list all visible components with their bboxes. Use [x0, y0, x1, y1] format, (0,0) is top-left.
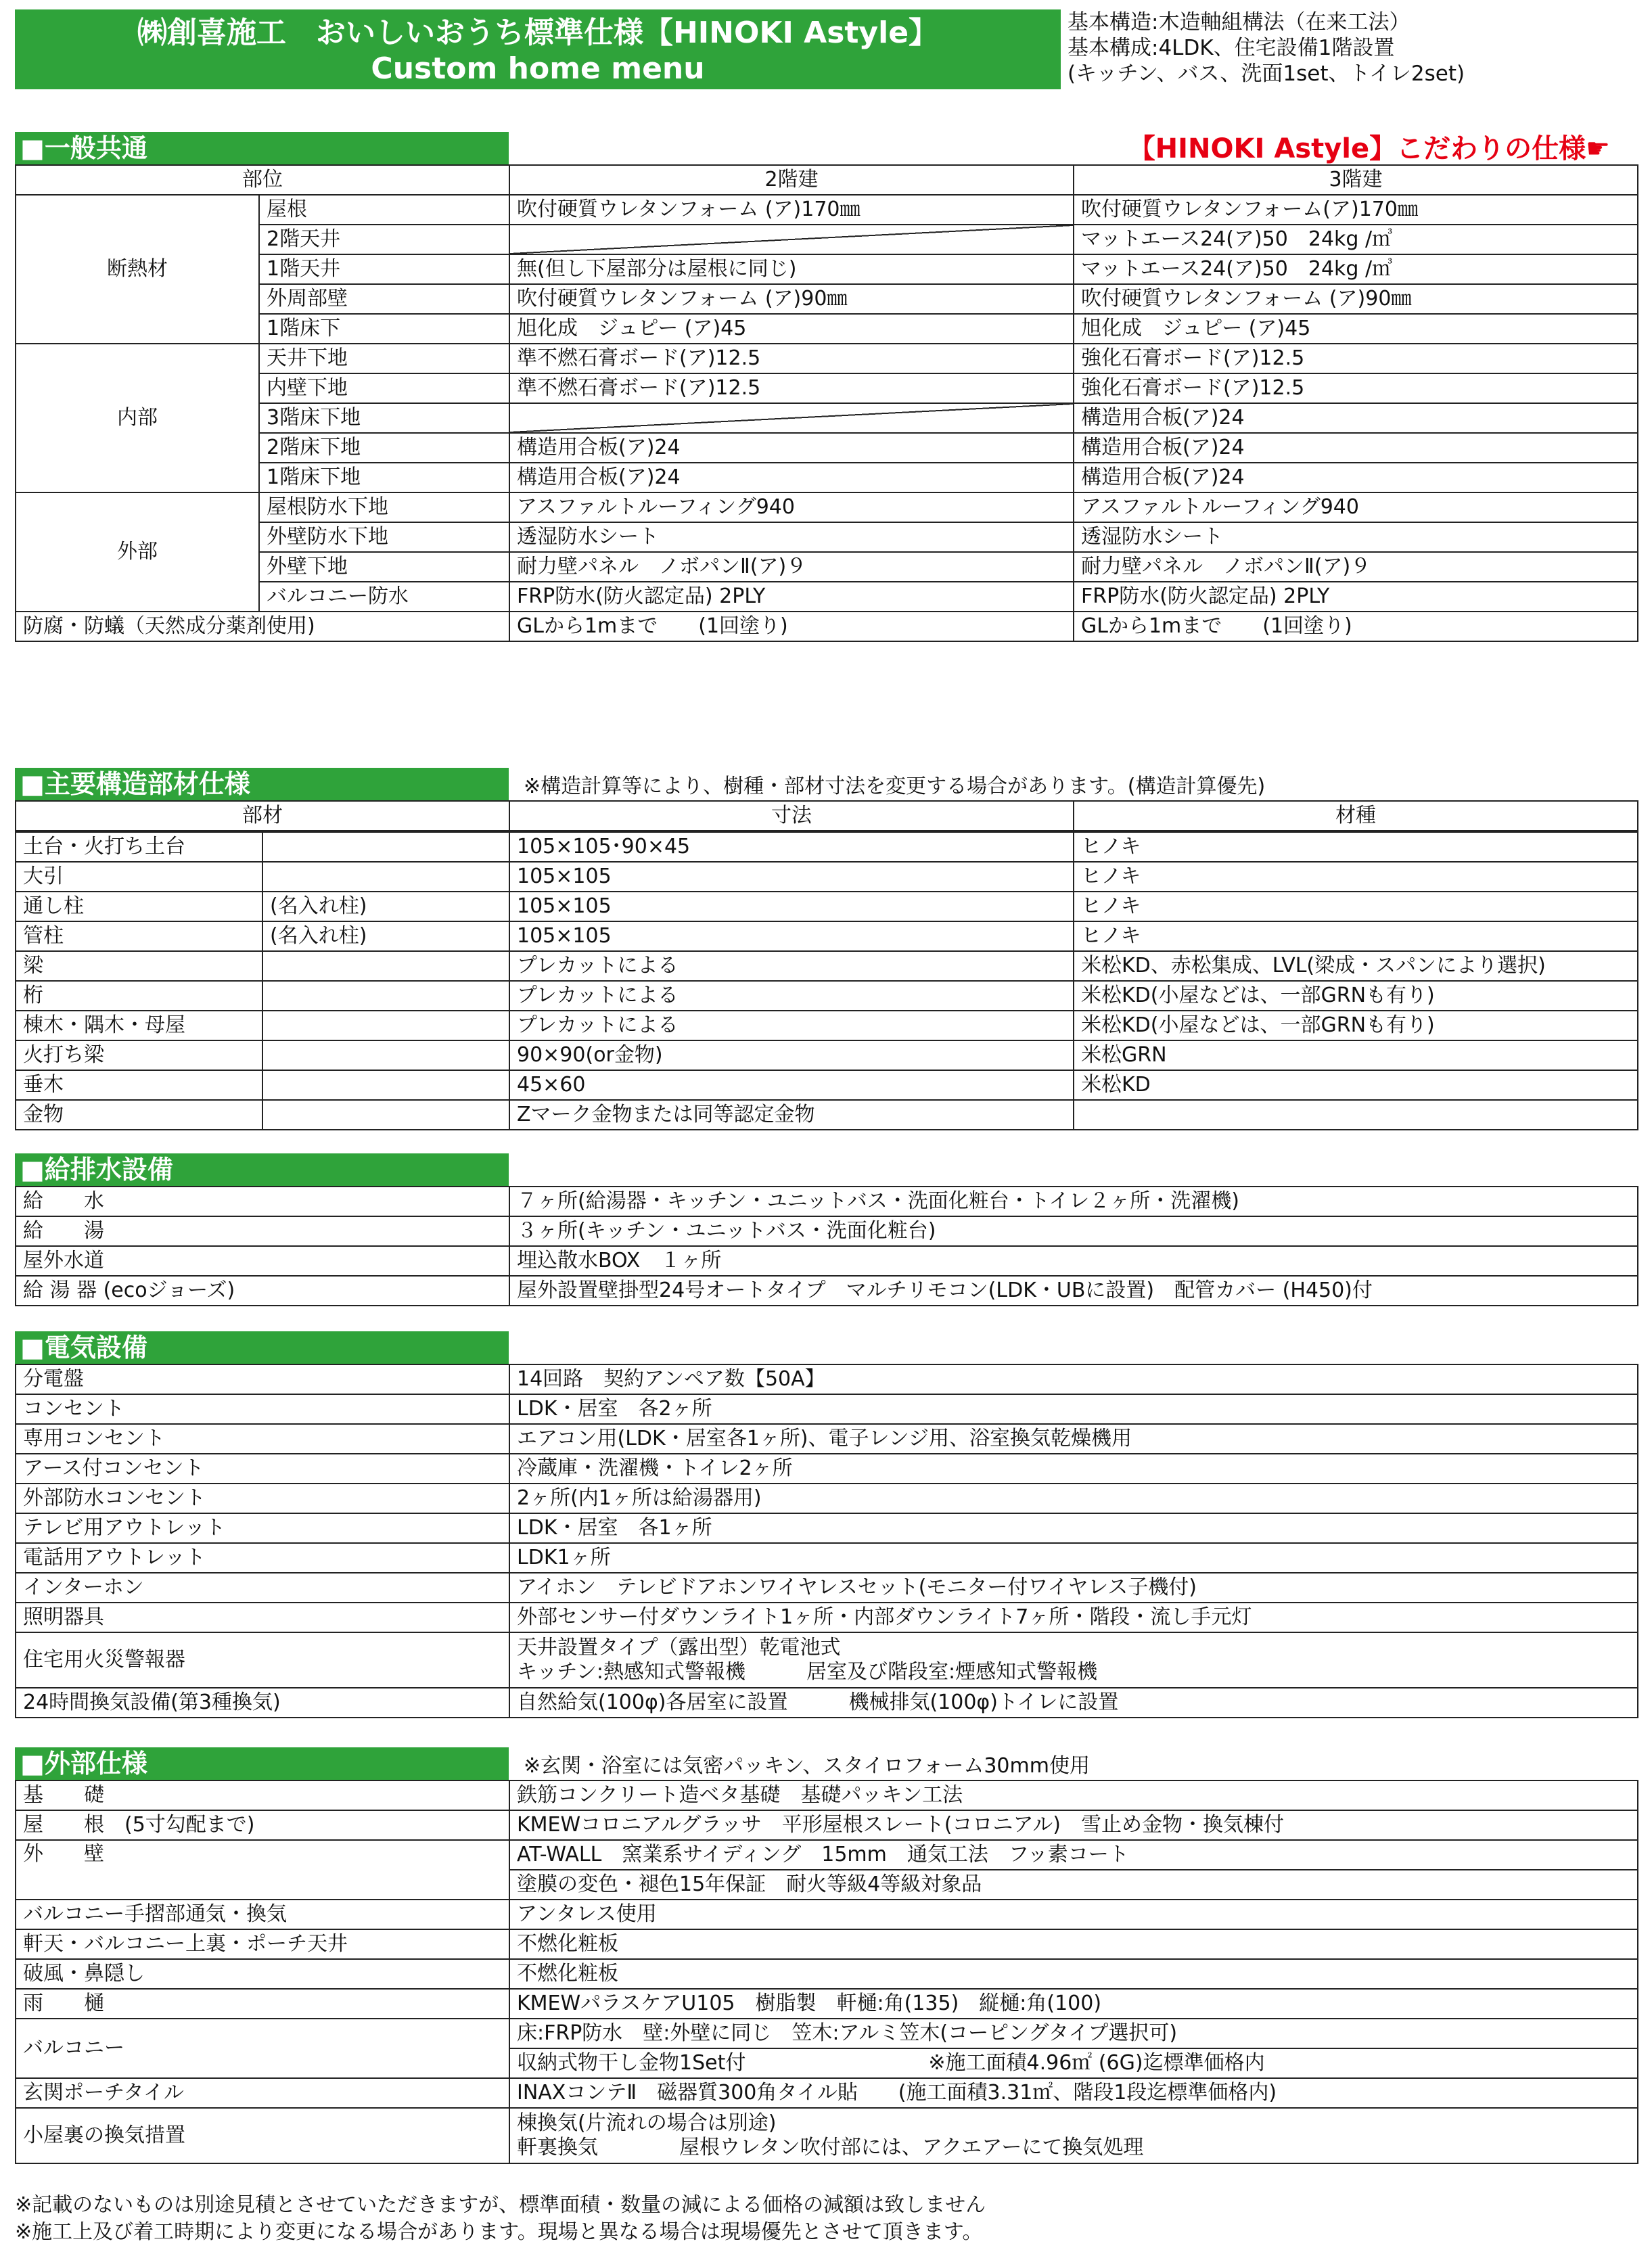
table-row [16, 1603, 1638, 1632]
general-table [15, 164, 1638, 642]
table-row [16, 1810, 1638, 1840]
table-row [16, 1929, 1638, 1959]
value-cell: FRP防水(防火認定品) 2PLY [509, 582, 1074, 612]
member-sub [262, 1011, 509, 1040]
value-cell: 透湿防水シート [1074, 522, 1638, 552]
section-note: ※構造計算等により、樹種・部材寸法を変更する場合があります。(構造計算優先) [524, 775, 1266, 798]
table-row [16, 612, 1638, 641]
table-row [16, 1632, 1638, 1688]
plumbing-table [15, 1186, 1638, 1306]
table-header-row [16, 801, 1638, 831]
label-cell: 給 水 [16, 1187, 509, 1216]
member-sub [262, 1100, 509, 1130]
part-cell: バルコニー防水 [259, 582, 509, 612]
value-cell: 構造用合板(ア)24 [1074, 433, 1638, 463]
structure-table [15, 800, 1638, 831]
section-general [15, 132, 1637, 642]
table-row [16, 832, 1638, 862]
value-cell: KMEWパラスケアU105 樹脂製 軒樋:角(135) 縦樋:角(100) [509, 1989, 1638, 2019]
value-cell: 不燃化粧板 [509, 1959, 1638, 1989]
table-row [16, 403, 1638, 433]
structure-rows [15, 831, 1638, 1130]
table-row [16, 1840, 1638, 1870]
part-cell: 屋根 [259, 195, 509, 225]
value-cell: GLから1mまで (1回塗り) [1074, 612, 1638, 641]
basic-info-line: (キッチン、バス、洗面1set、トイレ2set) [1068, 62, 1465, 86]
label-cell: 屋外水道 [16, 1246, 509, 1276]
table-row [16, 1989, 1638, 2019]
label-cell: 専用コンセント [16, 1424, 509, 1454]
value-cell: GLから1mまで (1回塗り) [509, 612, 1074, 641]
value-cell: 2ヶ所(内1ヶ所は給湯器用) [509, 1484, 1638, 1513]
label-cell: バルコニー [16, 2019, 509, 2078]
table-row [16, 492, 1638, 522]
member-name: 大引 [16, 862, 262, 892]
label-cell: 外 壁 [16, 1840, 509, 1900]
value-cell: 吹付硬質ウレタンフォーム (ア)90㎜ [509, 284, 1074, 314]
size-cell: Zマーク金物または同等認定金物 [509, 1100, 1074, 1130]
section-title: ■主要構造部材仕様 [15, 768, 509, 800]
size-cell: 105×105 [509, 862, 1074, 892]
value-cell: 塗膜の変色・褪色15年保証 耐火等級4等級対象品 [509, 1870, 1638, 1900]
member-name: 土台・火打ち土台 [16, 832, 262, 862]
part-cell: 外壁防水下地 [259, 522, 509, 552]
section-exterior [15, 1747, 1637, 2164]
value-cell: 外部センサー付ダウンライト1ヶ所・内部ダウンライト7ヶ所・階段・流し手元灯 [509, 1603, 1638, 1632]
value-cell: 吹付硬質ウレタンフォーム (ア)170㎜ [509, 195, 1074, 225]
value-cell: ７ヶ所(給湯器・キッチン・ユニットバス・洗面化粧台・トイレ２ヶ所・洗濯機) [509, 1187, 1638, 1216]
section-title: ■給排水設備 [15, 1153, 509, 1186]
header-cell: 部材 [16, 801, 509, 831]
value-cell: 無(但し下屋部分は屋根に同じ) [509, 254, 1074, 284]
table-row [16, 1900, 1638, 1929]
value-cell: 準不燃石膏ボード(ア)12.5 [509, 344, 1074, 373]
value-cell: 冷蔵庫・洗濯機・トイレ2ヶ所 [509, 1454, 1638, 1484]
value-cell: アスファルトルーフィング940 [509, 492, 1074, 522]
table-row [16, 1100, 1638, 1130]
table-row [16, 862, 1638, 892]
part-cell: 2階天井 [259, 225, 509, 254]
size-cell: 105×105･90×45 [509, 832, 1074, 862]
label-cell: テレビ用アウトレット [16, 1513, 509, 1543]
value-cell: 屋外設置壁掛型24号オートタイプ マルチリモコン(LDK・UBに設置) 配管カバー (H450)付 [509, 1276, 1638, 1306]
value-cell: エアコン用(LDK・居室各1ヶ所)、電子レンジ用、浴室換気乾燥機用 [509, 1424, 1638, 1454]
table-row [16, 951, 1638, 981]
label-cell: 防腐・防蟻（天然成分薬剤使用) [16, 612, 509, 641]
value-cell: LDK・居室 各2ヶ所 [509, 1394, 1638, 1424]
member-sub [262, 951, 509, 981]
part-cell: 天井下地 [259, 344, 509, 373]
basic-info-line: 基本構造:木造軸組構法（在来工法） [1068, 10, 1410, 35]
value-cell [509, 2048, 1638, 2078]
group-name: 断熱材 [16, 195, 259, 344]
member-sub [262, 1040, 509, 1070]
part-cell: 内壁下地 [259, 373, 509, 403]
value-cell: 構造用合板(ア)24 [509, 463, 1074, 492]
part-cell: 1階天井 [259, 254, 509, 284]
part-cell: 1階床下地 [259, 463, 509, 492]
table-row [16, 373, 1638, 403]
footer-notes [15, 2192, 986, 2246]
table-row [16, 1187, 1638, 1216]
value-cell: 14回路 契約アンペア数【50A】 [509, 1364, 1638, 1394]
material-cell [1074, 1100, 1638, 1130]
value-cell: 構造用合板(ア)24 [509, 433, 1074, 463]
value-cell [509, 1632, 1638, 1688]
table-row [16, 1959, 1638, 1989]
table-row [16, 1070, 1638, 1100]
value-cell: INAXコンテⅡ 磁器質300角タイル貼 (施工面積3.31㎡、階段1段迄標準価格内) [509, 2078, 1638, 2108]
table-row [16, 1484, 1638, 1513]
table-row [16, 522, 1638, 552]
part-cell: 2階床下地 [259, 433, 509, 463]
value-cell: KMEWコロニアルグラッサ 平形屋根スレート(コロニアル) 雪止め金物・換気棟付 [509, 1810, 1638, 1840]
hinoki-label [1128, 133, 1637, 164]
value-line: キッチン:熱感知式警報機 居室及び階段室:煙感知式警報機 [517, 1660, 1098, 1684]
member-name: 梁 [16, 951, 262, 981]
label-cell: インターホン [16, 1573, 509, 1603]
value-cell: 構造用合板(ア)24 [1074, 463, 1638, 492]
not-applicable-cell [509, 225, 1074, 254]
material-cell: ヒノキ [1074, 862, 1638, 892]
label-cell: 雨 樋 [16, 1989, 509, 2019]
value-cell: 旭化成 ジュピー (ア)45 [1074, 314, 1638, 344]
value-cell: 不燃化粧板 [509, 1929, 1638, 1959]
table-row [16, 433, 1638, 463]
table-row [16, 582, 1638, 612]
header-cell: 部位 [16, 165, 509, 195]
label-cell: 給 湯 [16, 1216, 509, 1246]
size-cell: 105×105 [509, 921, 1074, 951]
label-cell: 屋 根 (5寸勾配まで) [16, 1810, 509, 1840]
table-row [16, 1246, 1638, 1276]
value-cell: 強化石膏ボード(ア)12.5 [1074, 373, 1638, 403]
section-title: ■一般共通 [15, 132, 509, 164]
member-name: 火打ち梁 [16, 1040, 262, 1070]
label-cell: 給 湯 器 (ecoジョーズ) [16, 1276, 509, 1306]
table-row [16, 1513, 1638, 1543]
value-cell: マットエース24(ア)50 24kg /㎥ [1074, 225, 1638, 254]
value-cell: LDK・居室 各1ヶ所 [509, 1513, 1638, 1543]
electrical-table [15, 1364, 1638, 1718]
label-cell: 軒天・バルコニー上裏・ポーチ天井 [16, 1929, 509, 1959]
member-name: 通し柱 [16, 892, 262, 921]
member-name: 管柱 [16, 921, 262, 951]
material-cell: 米松KD(小屋などは、一部GRNも有り) [1074, 981, 1638, 1011]
table-row [16, 284, 1638, 314]
table-row [16, 1688, 1638, 1718]
header-cell: 3階建 [1074, 165, 1638, 195]
value-line: 棟換気(片流れの場合は別途) [517, 2111, 777, 2135]
table-row [16, 892, 1638, 921]
material-cell: ヒノキ [1074, 832, 1638, 862]
value-cell: 埋込散水BOX １ヶ所 [509, 1246, 1638, 1276]
member-sub [262, 862, 509, 892]
material-cell: ヒノキ [1074, 921, 1638, 951]
material-cell: 米松GRN [1074, 1040, 1638, 1070]
section-title: ■電気設備 [15, 1331, 509, 1364]
value-cell: 旭化成 ジュピー (ア)45 [509, 314, 1074, 344]
header-banner [15, 9, 1061, 89]
member-sub [262, 832, 509, 862]
value-cell: LDK1ヶ所 [509, 1543, 1638, 1573]
size-cell: 90×90(or金物) [509, 1040, 1074, 1070]
value-cell: 強化石膏ボード(ア)12.5 [1074, 344, 1638, 373]
footer-note: ※施工上及び着工時期により変更になる場合があります。現場と異なる場合は現場優先とさせて頂きます。 [15, 2220, 983, 2244]
label-cell: 照明器具 [16, 1603, 509, 1632]
table-row [16, 254, 1638, 284]
header-subtitle: Custom home menu [371, 51, 705, 86]
label-cell: 外部防水コンセント [16, 1484, 509, 1513]
table-row [16, 225, 1638, 254]
value-line: 天井設置タイプ（露出型）乾電池式 [517, 1636, 841, 1659]
value-line: 軒裏換気 屋根ウレタン吹付部には、アクエアーにて換気処理 [517, 2136, 1144, 2159]
value-cell: FRP防水(防火認定品) 2PLY [1074, 582, 1638, 612]
value-cell: 吹付硬質ウレタンフォーム (ア)90㎜ [1074, 284, 1638, 314]
basic-info [1068, 9, 1643, 87]
value-cell: アイホン テレビドアホンワイヤレスセット(モニター付ワイヤレス子機付) [509, 1573, 1638, 1603]
label-cell: コンセント [16, 1394, 509, 1424]
table-row [16, 1364, 1638, 1394]
table-row [16, 921, 1638, 951]
section-plumbing [15, 1153, 1637, 1306]
size-cell: プレカットによる [509, 1011, 1074, 1040]
member-name: 棟木・隅木・母屋 [16, 1011, 262, 1040]
part-cell: 1階床下 [259, 314, 509, 344]
section-note: ※玄関・浴室には気密パッキン、スタイロフォーム30mm使用 [524, 1754, 1090, 1778]
basic-info-line: 基本構成:4LDK、住宅設備1階設置 [1068, 36, 1395, 60]
table-row [16, 463, 1638, 492]
label-cell: 電話用アウトレット [16, 1543, 509, 1573]
value-cell: 吹付硬質ウレタンフォーム(ア)170㎜ [1074, 195, 1638, 225]
section-electrical [15, 1331, 1637, 1718]
member-sub [262, 981, 509, 1011]
header-cell: 2階建 [509, 165, 1074, 195]
size-cell: 105×105 [509, 892, 1074, 921]
section-title: ■外部仕様 [15, 1747, 509, 1780]
size-cell: 45×60 [509, 1070, 1074, 1100]
value-cell: ３ヶ所(キッチン・ユニットバス・洗面化粧台) [509, 1216, 1638, 1246]
value-cell: 耐力壁パネル ノボパンⅡ(ア)９ [1074, 552, 1638, 582]
member-sub [262, 1070, 509, 1100]
size-cell: プレカットによる [509, 951, 1074, 981]
table-row [16, 1573, 1638, 1603]
member-name: 金物 [16, 1100, 262, 1130]
value-cell: 構造用合板(ア)24 [1074, 403, 1638, 433]
table-row [16, 1276, 1638, 1306]
member-sub: (名入れ柱) [262, 892, 509, 921]
table-row [16, 1454, 1638, 1484]
table-row [16, 344, 1638, 373]
label-cell: 分電盤 [16, 1364, 509, 1394]
part-cell: 外周部壁 [259, 284, 509, 314]
value-cell: 耐力壁パネル ノボパンⅡ(ア)９ [509, 552, 1074, 582]
material-cell: 米松KD(小屋などは、一部GRNも有り) [1074, 1011, 1638, 1040]
material-cell: 米松KD [1074, 1070, 1638, 1100]
material-cell: ヒノキ [1074, 892, 1638, 921]
value-cell: 鉄筋コンクリート造ベタ基礎 基礎パッキン工法 [509, 1780, 1638, 1810]
table-row [16, 314, 1638, 344]
table-row [16, 2078, 1638, 2108]
value-cell: 透湿防水シート [509, 522, 1074, 552]
value-note: ※施工面積4.96㎡ (6G)迄標準価格内 [928, 2051, 1265, 2075]
table-row [16, 1011, 1638, 1040]
part-cell: 3階床下地 [259, 403, 509, 433]
group-name: 外部 [16, 492, 259, 612]
member-name: 垂木 [16, 1070, 262, 1100]
value-cell: 床:FRP防水 壁:外壁に同じ 笠木:アルミ笠木(コーピングタイプ選択可) [509, 2019, 1638, 2048]
table-row [16, 1394, 1638, 1424]
header-cell: 材種 [1074, 801, 1638, 831]
hinoki-label-text: 【HINOKI Astyle】こだわりの仕様 [1128, 133, 1586, 164]
value-cell: アンタレス使用 [509, 1900, 1638, 1929]
section-structure [15, 768, 1637, 1130]
table-row [16, 1040, 1638, 1070]
label-cell: 破風・鼻隠し [16, 1959, 509, 1989]
value-cell: マットエース24(ア)50 24kg /㎥ [1074, 254, 1638, 284]
label-cell: 住宅用火災警報器 [16, 1632, 509, 1688]
table-row [16, 2108, 1638, 2163]
label-cell: アース付コンセント [16, 1454, 509, 1484]
table-row [16, 1424, 1638, 1454]
table-header-row [16, 165, 1638, 195]
label-cell: 基 礎 [16, 1780, 509, 1810]
header-title: ㈱創喜施工 おいしいおうち標準仕様【HINOKI Astyle】 [137, 16, 939, 50]
size-cell: プレカットによる [509, 981, 1074, 1011]
value-cell: 準不燃石膏ボード(ア)12.5 [509, 373, 1074, 403]
value-cell: 自然給気(100φ)各居室に設置 機械排気(100φ)トイレに設置 [509, 1688, 1638, 1718]
table-row [16, 1543, 1638, 1573]
group-name: 内部 [16, 344, 259, 492]
table-row [16, 1216, 1638, 1246]
part-cell: 外壁下地 [259, 552, 509, 582]
label-cell: バルコニー手摺部通気・換気 [16, 1900, 509, 1929]
table-row [16, 552, 1638, 582]
table-row [16, 981, 1638, 1011]
material-cell: 米松KD、赤松集成、LVL(梁成・スパンにより選択) [1074, 951, 1638, 981]
label-cell: 24時間換気設備(第3種換気) [16, 1688, 509, 1718]
not-applicable-cell [509, 403, 1074, 433]
table-row [16, 1780, 1638, 1810]
table-row [16, 2019, 1638, 2048]
member-sub: (名入れ柱) [262, 921, 509, 951]
table-row [16, 195, 1638, 225]
member-name: 桁 [16, 981, 262, 1011]
label-cell: 玄関ポーチタイル [16, 2078, 509, 2108]
header-cell: 寸法 [509, 801, 1074, 831]
pointing-hand-icon: ☛ [1586, 133, 1610, 164]
exterior-table [15, 1780, 1638, 2164]
value-text: 収納式物干し金物1Set付 [517, 2051, 746, 2075]
label-cell: 小屋裏の換気措置 [16, 2108, 509, 2163]
value-cell: AT-WALL 窯業系サイディング 15mm 通気工法 フッ素コート [509, 1840, 1638, 1870]
value-cell: アスファルトルーフィング940 [1074, 492, 1638, 522]
value-cell [509, 2108, 1638, 2163]
footer-note: ※記載のないものは別途見積とさせていただきますが、標準面積・数量の減による価格の減額は致しません [15, 2193, 986, 2217]
part-cell: 屋根防水下地 [259, 492, 509, 522]
